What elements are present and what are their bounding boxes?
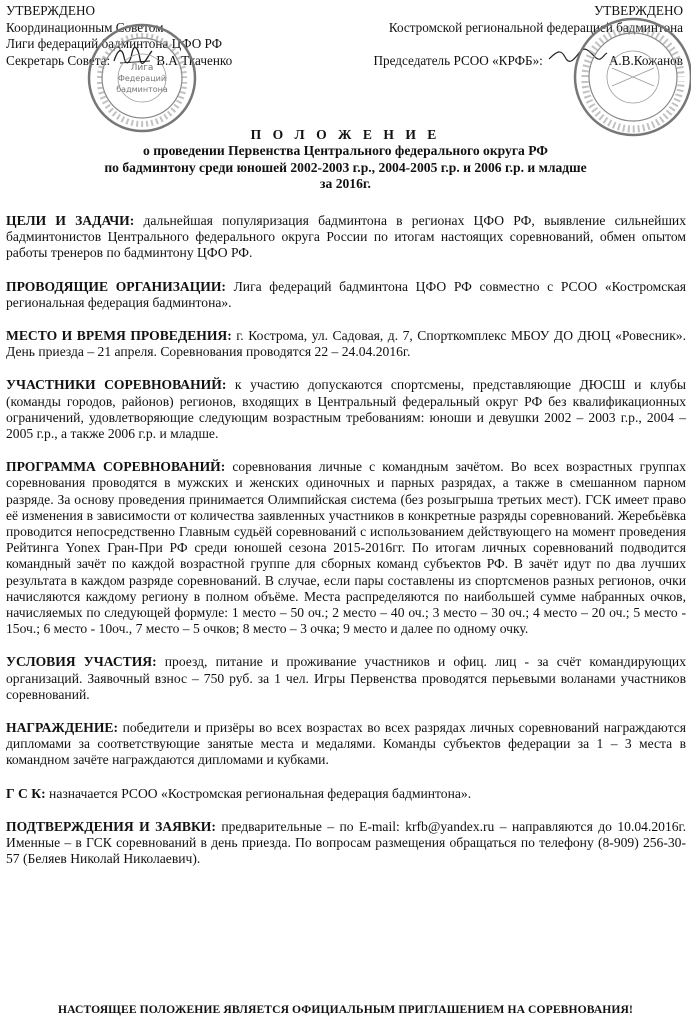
section-text: соревнования личные с командным зачётом. Во всех возрастных группах соревнования проводятся в мужских и женских одиночных и парных разрядах, а также в смешанном парном разряде. За основу проведения принимается Олимпийская система (без розыгрыша третьих мест). ГСК имеет право её изменения в зависимости от количества заявленных участников в конкретные разряды соревнований. Жеребьёвка проводится непосредственно Главным судьёй соревнований с использованием действующего на момент проведения Рейтинга Yonex Гран-При РФ среди юношей сезона 2015-2016гг. По итогам личных соревнований подводится командный зачёт по каждой возрастной группе для сборных команд субъектов РФ. В зачёт идут по два лучших результата в каждом разряде соревнований. В случае, если пары составлены из спортсменов разных регионов, очки начисляются каждому региону в полном объёме. Места распределяются по наибольшей сумме набранных очков, начисляемых по следующей формуле: 1 место – 50 оч.; 2 место – 40 оч.; 3 место – 30 оч.; 4 место – 20 оч.; 5 место - 15оч.; 6 место - 10оч., 7 место – 5 очков; 8 место – 3 очка; 9 место и далее по одному очку. [6,459,686,637]
section-text: Лига федераций бадминтона ЦФО РФ совместно с РСОО «Костромская региональная федерация бадминтона». [6,278,686,310]
official-invitation-note: НАСТОЯЩЕЕ ПОЛОЖЕНИЕ ЯВЛЯЕТСЯ ОФИЦИАЛЬНЫМ ПРИГЛАШЕНИЕМ НА СОРЕВНОВАНИЯ! [58,1003,633,1016]
svg-text:Федераций: Федераций [117,74,167,83]
section-heading: УСЛОВИЯ УЧАСТИЯ: [6,654,157,670]
section-awards [6,720,686,769]
section-text: г. Кострома, ул. Садовая, д. 7, Спорткомплекс МБОУ ДО ДЮЦ «Ровесник». День приезда – 21 апреля. Соревнования проводятся 22 – 24.04.2016г. [6,328,686,360]
section-heading: ПОДТВЕРЖДЕНИЯ И ЗАЯВКИ: [6,818,216,834]
title-polozhenie: П О Л О Ж Е Н И Е [250,127,441,142]
section-heading: ПРОГРАММА СОРЕВНОВАНИЙ: [6,459,226,475]
section-heading: ЦЕЛИ И ЗАДАЧИ: [6,213,135,228]
section-organizers [6,279,686,311]
league-stamp-icon [86,22,198,134]
section-heading: НАГРАЖДЕНИЕ: [6,720,119,736]
section-gsk [6,786,686,802]
svg-text:бадминтона: бадминтона [116,85,168,94]
chairman-position: Председатель РСОО «КРФБ»: [373,52,543,68]
section-heading: УЧАСТНИКИ СОРЕВНОВАНИЙ: [6,377,227,393]
section-heading: ПРОВОДЯЩИЕ ОРГАНИЗАЦИИ: [6,278,226,294]
section-program [6,459,686,637]
section-goals [6,213,686,262]
chairman-name: А.В.Кожанов [608,52,683,68]
section-conditions [6,654,686,703]
league-name: Лиги федераций бадминтона ЦФО РФ [6,36,223,51]
section-text: проезд, питание и проживание участников и офиц. лиц - за счёт командирующих организаций. Заявочный взнос – 750 руб. за 1 чел. Игры Первенства проводятся перьевыми воланами участников соревнований. [6,654,686,702]
secretary-name: В.А.Ткаченко [156,52,233,68]
document-title [0,127,691,193]
title-line-4: за 2016г. [320,176,371,192]
svg-text:Лига: Лига [130,63,154,73]
section-text: назначается РСОО «Костромская региональная федерация бадминтона». [45,785,472,801]
section-place-time [6,328,686,360]
title-line-3: по бадминтону среди юношей 2002-2003 г.р., 2004-2005 г.р. и 2006 г.р. и младше [104,159,587,175]
section-heading: Г С К: [6,785,46,801]
secretary-position: Секретарь Совета: [6,52,111,68]
section-text: предварительные – по E-mail: krfb@yandex.ru – направляются до 10.04.2016г. Именные – в ГСК соревнований в день приезда. По вопросам размещения обращаться по телефону (8-909) 256-30-57 (Беляев Николай Николаевич). [6,818,686,867]
section-text: дальнейшая популяризация бадминтона в регионах ЦФО РФ, выявление сильнейших бадминтонистов Центрального федерального округа России по итогам настоящих соревнований, обмен опытом работы тренеров по бадминтону ЦФО РФ. [6,213,686,261]
council-name: Координационным Советом [6,19,164,35]
title-line-2: о проведении Первенства Центрального федерального округа РФ [143,143,548,159]
federation-name: Костромской региональной федерацией бадминтона [388,19,683,35]
section-heading: МЕСТО И ВРЕМЯ ПРОВЕДЕНИЯ: [6,328,232,344]
document-body [6,213,686,885]
approved-label-left: УТВЕРЖДЕНО [6,3,96,18]
approved-label-right: УТВЕРЖДЕНО [593,3,683,18]
section-participants [6,377,686,442]
federation-stamp-icon [572,16,691,138]
section-applications [6,819,686,868]
section-text: победители и призёры во всех возрастах во всех разрядах личных соревнований награждаются дипломами за соответствующие занятые места и медалями. Команды субъектов федерации за 1 – 3 места в командном зачёте награждаются дипломами и кубками. [6,720,686,768]
section-text: к участию допускаются спортсмены, представляющие ДЮСШ и клубы (команды городов, районов) регионов, входящих в Центральный федеральный округ РФ без квалификационных ограничений, удовлетворяющие следующим возрастным требованиям: юноши и девушки 2002 – 2003 г.р., 2004 – 2005 г.р., а также 2006 г.р. и младше. [6,377,687,442]
